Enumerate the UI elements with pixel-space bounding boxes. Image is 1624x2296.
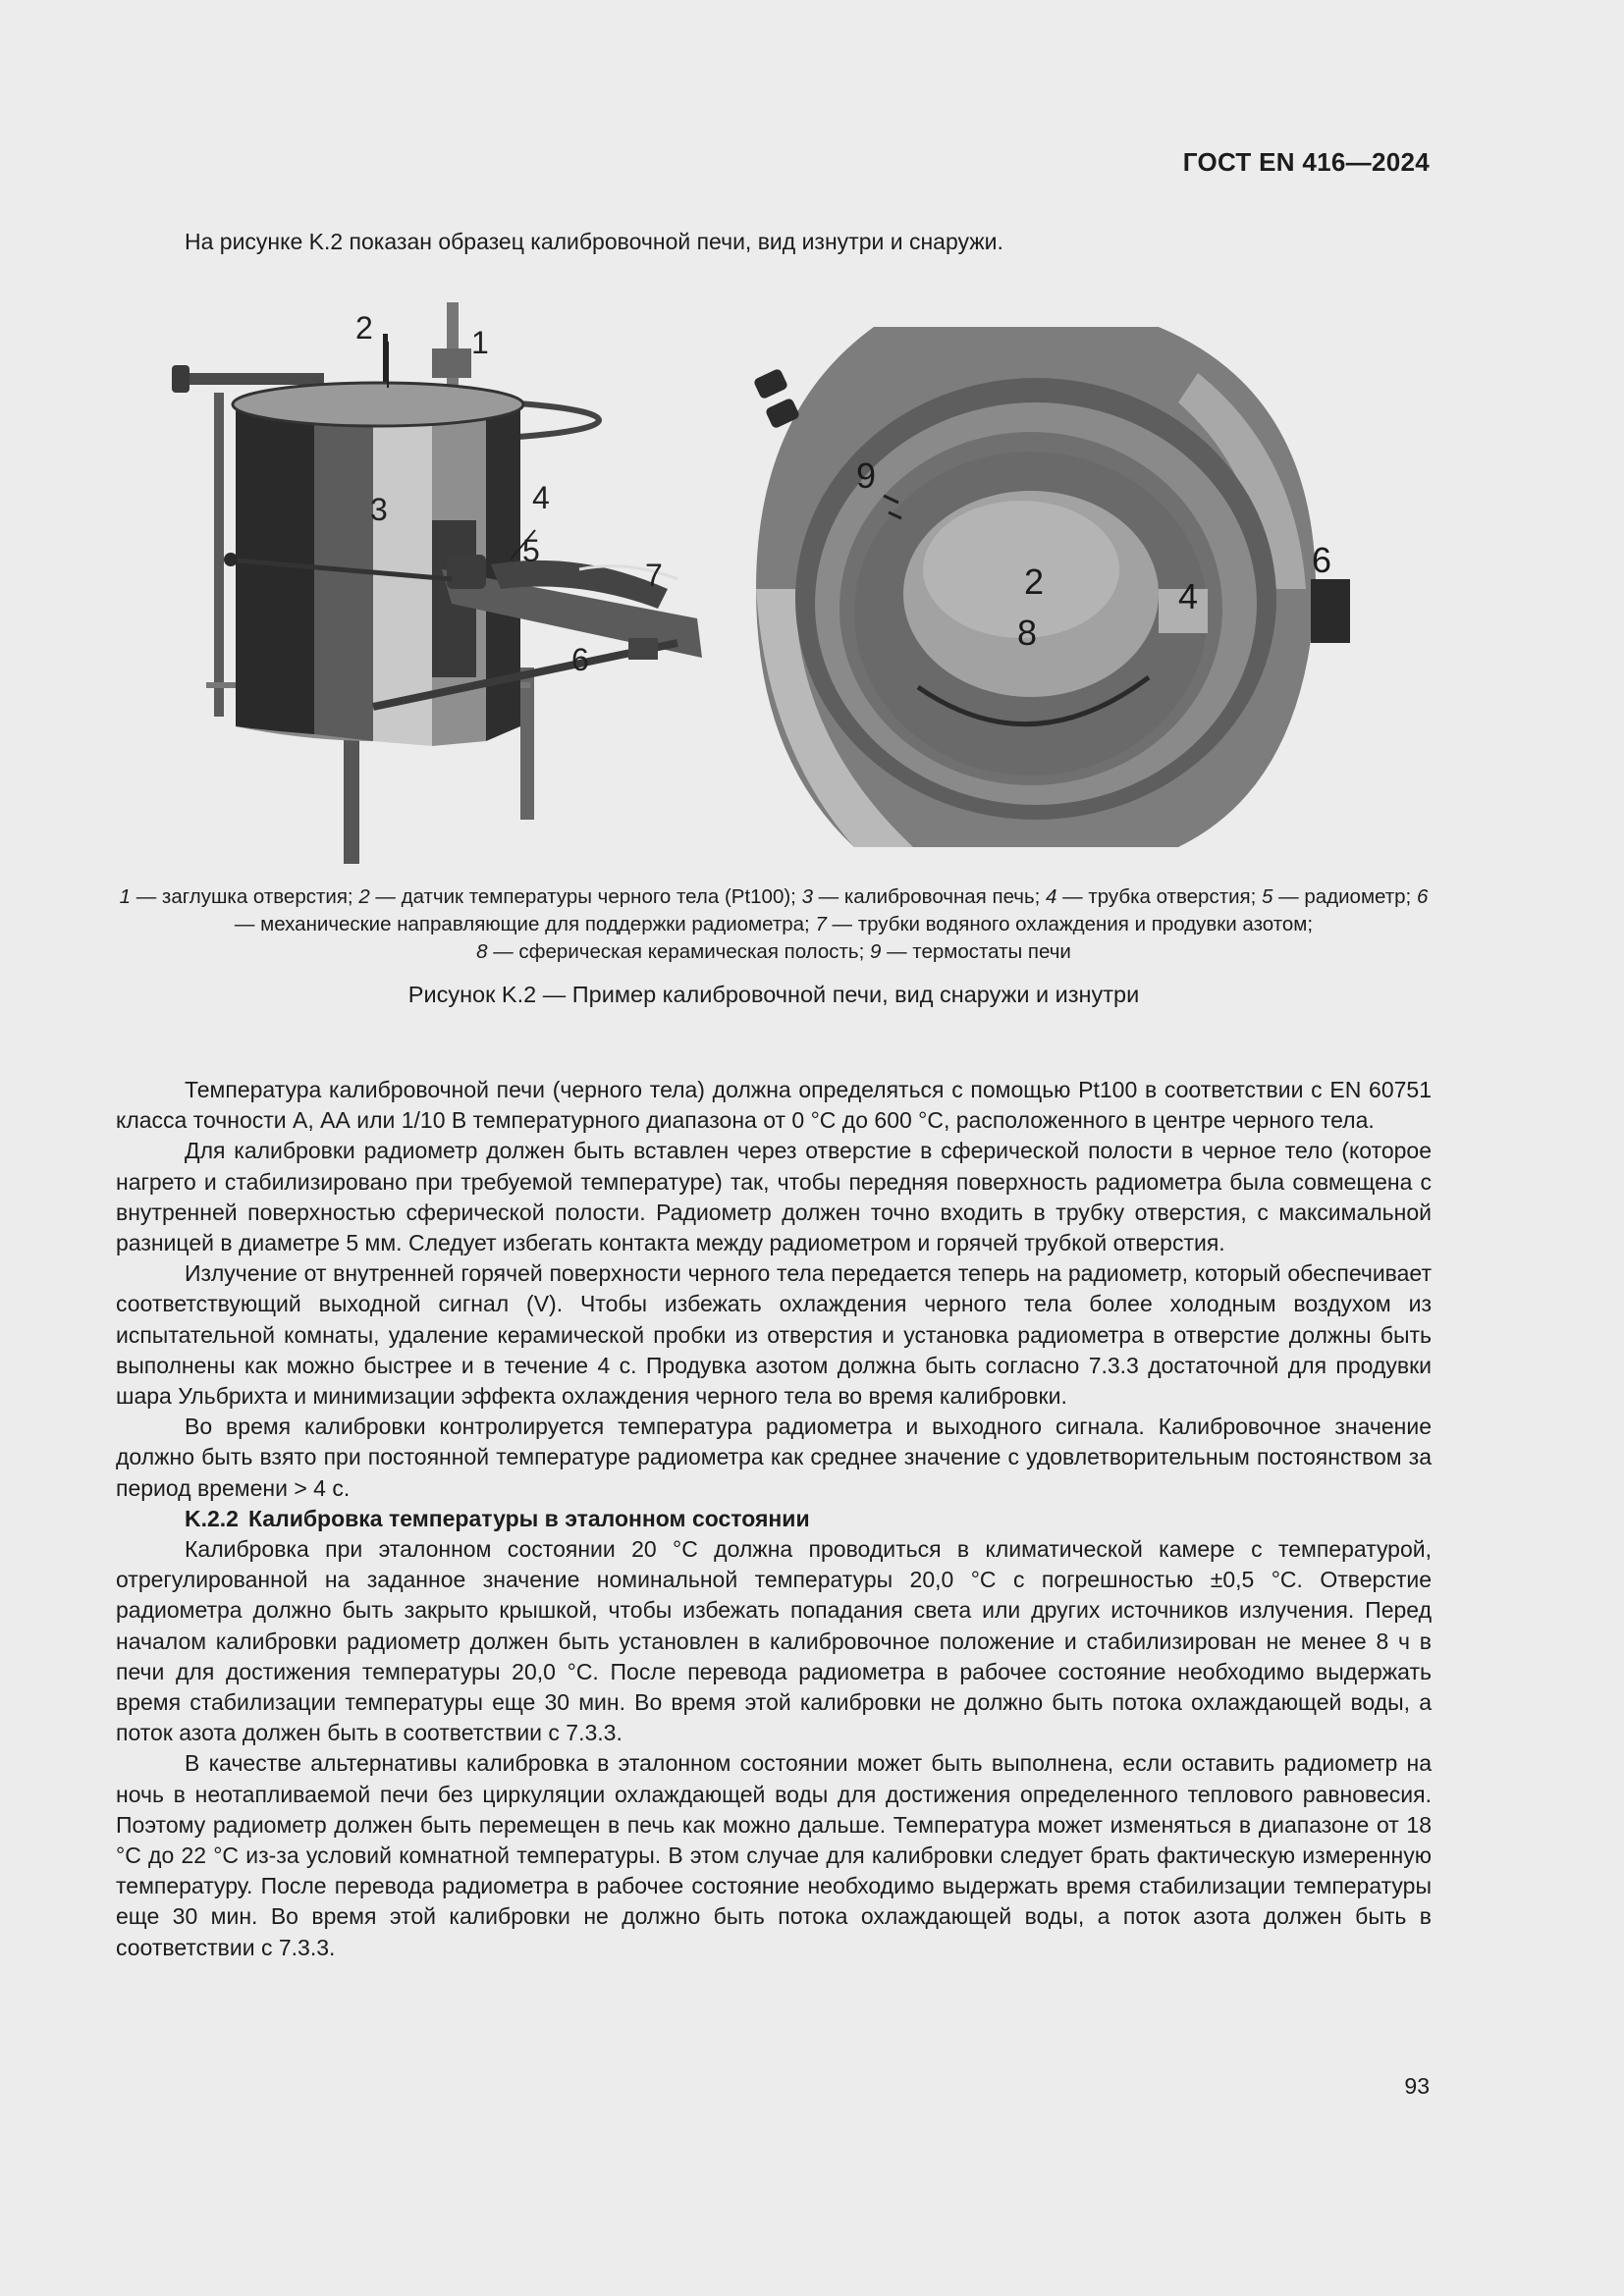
legend-text: — радиометр;: [1272, 885, 1417, 908]
figure-caption: Рисунок K.2 — Пример калибровочной печи, вид снаружи и изнутри: [407, 982, 1140, 1007]
legend-text: — сферическая керамическая полость;: [487, 940, 870, 963]
section-number: K.2.2: [185, 1505, 239, 1531]
legend-num: 8: [476, 940, 488, 963]
photo-label-interior-8: 8: [1017, 613, 1038, 653]
legend-text: — трубки водяного охлаждения и продувки азотом;: [826, 913, 1314, 935]
legend-num: 1: [119, 885, 132, 908]
furnace-exterior-photo: [172, 302, 702, 864]
body-text: [116, 1075, 1432, 1963]
legend-num: 7: [815, 913, 827, 935]
photo-label-7: 7: [645, 558, 663, 593]
legend-num: 2: [358, 885, 370, 908]
photo-label-1: 1: [471, 325, 489, 360]
paragraph: В качестве альтернативы калибровка в эталонном состоянии может быть выполнена, если оставить радиометр на ночь в неотапливаемой печи без циркуляции охлаждающей воды для достижения определенного теплового равновесия. Поэтому радиометр должен быть перемещен в печь как можно дальше. Температура может изменяться в диапазоне от 18 °С до 22 °С из-за условий комнатной температуры. В этом случае для калибровки следует брать фактическую измеренную температуру. После перевода радиометра в рабочее состояние необходимо выдержать время стабилизации температуры еще 30 мин. Во время этой калибровки не должно быть потока охлаждающей воды, а поток азота должен быть в соответствии с 7.3.3.: [116, 1750, 1432, 1960]
paragraph: Для калибровки радиометр должен быть вставлен через отверстие в сферической полости в черное тело (которое нагрето и стабилизировано при требуемой температуре) так, чтобы передняя поверхность радиометра была совмещена с внутренней поверхностью сферической полости. Радиометр должен точно входить в трубку отверстия, с максимальной разницей в диаметре 5 мм. Следует избегать контакта между радиометром и горячей трубкой отверстия.: [116, 1138, 1432, 1256]
photo-label-interior-6: 6: [1312, 540, 1332, 580]
legend-num: 9: [869, 940, 882, 963]
legend-num: 3: [801, 885, 813, 908]
legend-text: — датчик температуры черного тела (Pt100);: [369, 885, 802, 908]
paragraph: Во время калибровки контролируется температура радиометра и выходного сигнала. Калибровочное значение должно быть взято при постоянной температуре радиометра как среднее значение с удовлетворительным постоянством за период времени > 4 с.: [116, 1414, 1432, 1501]
section-heading: [116, 1504, 1432, 1534]
legend-text: — термостаты печи: [881, 940, 1071, 963]
paragraph: Температура калибровочной печи (черного тела) должна определяться с помощью Pt100 в соответствии с EN 60751 класса точности А, АА или 1/10 В температурного диапазона от 0 °С до 600 °С, расположенного в центре черного тела.: [116, 1077, 1432, 1134]
photo-label-interior-9: 9: [856, 455, 877, 496]
photo-label-2: 2: [355, 310, 373, 346]
legend-text: — заглушка отверстия;: [131, 885, 359, 908]
photo-label-3: 3: [370, 492, 388, 527]
legend-num: 4: [1046, 885, 1057, 908]
paragraph: Калибровка при эталонном состоянии 20 °С должна проводиться в климатической камере с температурой, отрегулированной на заданное значение номинальной температуры 20,0 °С с погрешностью ±0,5 °С. Отверстие радиометра должно быть закрыто крышкой, чтобы избежать попадания света или других источников излучения. Перед началом калибровки радиометр должен быть установлен в калибровочное положение и стабилизирован не менее 8 ч в печи для достижения температуры 20,0 °С. После перевода радиометра в рабочее состояние необходимо выдержать время стабилизации температуры еще 30 мин. Во время этой калибровки не должно быть потока охлаждающей воды, а поток азота должен быть в соответствии с 7.3.3.: [116, 1536, 1432, 1746]
photo-label-interior-4: 4: [1178, 576, 1199, 616]
paragraph: Излучение от внутренней горячей поверхности черного тела передается теперь на радиометр, который обеспечивает соответствующий выходной сигнал (V). Чтобы избежать охлаждения черного тела более холодным воздухом из испытательной комнаты, удаление керамической пробки из отверстия и установка радиометра в отверстие должны быть выполнены как можно быстрее и в течение 4 с. Продувка азотом должна быть согласно 7.3.3 достаточной для продувки шара Ульбрихта и минимизации эффекта охлаждения черного тела во время калибровки.: [116, 1260, 1432, 1410]
photo-label-4: 4: [532, 480, 550, 515]
photo-label-5: 5: [522, 533, 540, 568]
legend-num: 6: [1416, 885, 1429, 908]
legend-text: — механические направляющие для поддержки радиометра;: [234, 913, 816, 935]
figure-legend: [116, 883, 1432, 966]
legend-num: 5: [1262, 885, 1273, 908]
legend-text: — калибровочная печь;: [812, 885, 1047, 908]
page-number: 93: [1404, 2073, 1430, 2099]
legend-text: — трубка отверстия;: [1056, 885, 1263, 908]
intro-paragraph: На рисунке K.2 показан образец калибровочной печи, вид изнутри и снаружи.: [185, 229, 1003, 254]
photo-label-interior-2: 2: [1024, 561, 1045, 602]
furnace-interior-photo: [753, 327, 1357, 847]
figure-k2: [167, 294, 1365, 864]
photo-label-6: 6: [571, 642, 589, 677]
section-title: Калибровка температуры в эталонном состоянии: [247, 1505, 810, 1531]
standard-header: ГОСТ EN 416—2024: [1182, 147, 1430, 177]
